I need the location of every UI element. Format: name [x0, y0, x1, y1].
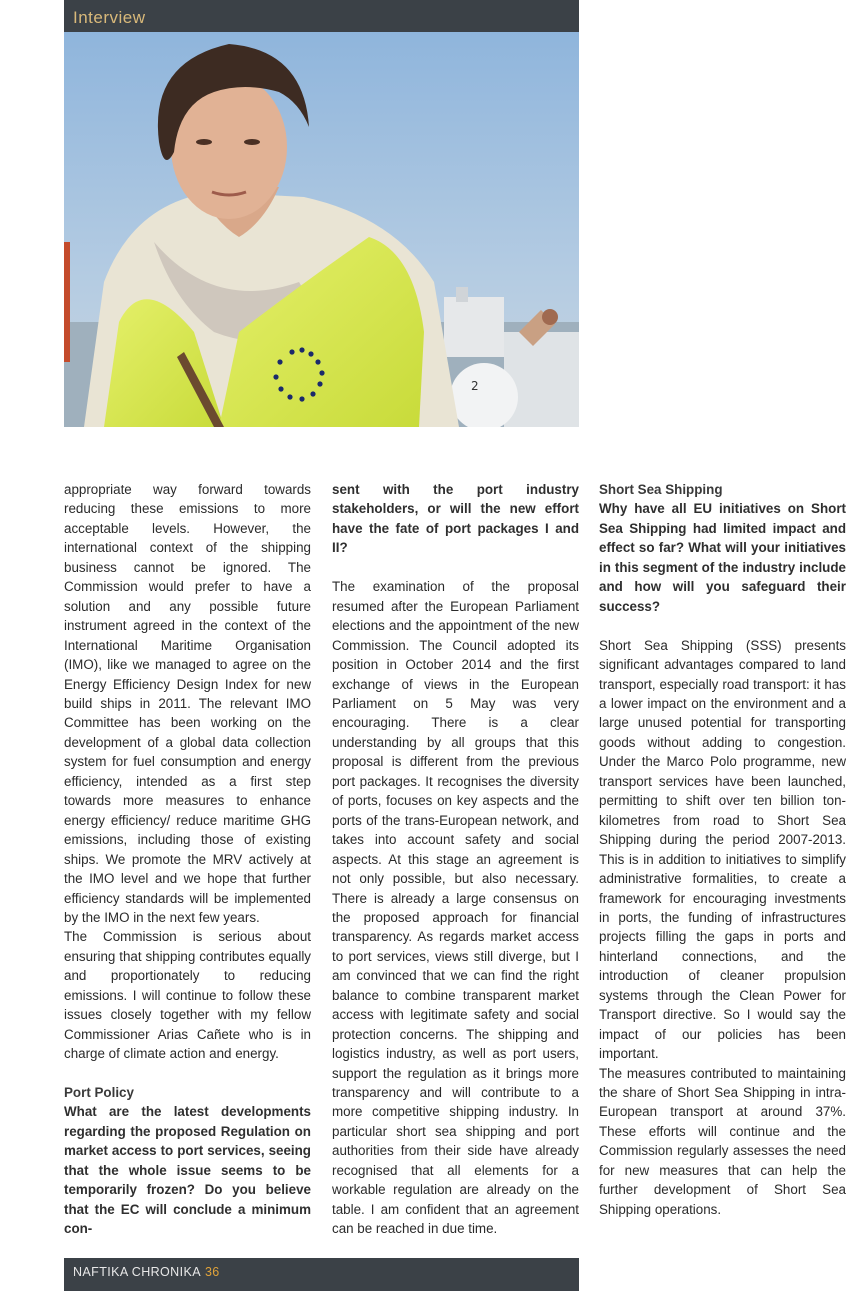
interview-question: Why have all EU initiatives on Short Sea Shipping had limited impact and effect so far? What will your initiatives in this segment of the industry include and how will you safeguard their success? [599, 501, 846, 614]
subheading-short-sea-shipping: Short Sea Shipping [599, 482, 723, 497]
section-label: Interview [73, 8, 146, 27]
article-column-3 [599, 480, 846, 1219]
svg-text:2: 2 [471, 379, 479, 393]
footer-bar [64, 1258, 579, 1291]
interview-question: What are the latest developments regarding the proposed Regulation on market access to port services, seeing that the whole issue seems to be temporarily frozen? Do you believe that the EC will conclude a minimum con- [64, 1104, 311, 1237]
paragraph: The measures contributed to maintaining the share of Short Sea Shipping in intra-European transport at around 37%. These efforts will continue and the Commission regularly assesses the need for new measures that can help the further development of Short Sea Shipping operations. [599, 1065, 846, 1217]
article-column-2 [332, 480, 579, 1239]
page-number: 36 [204, 1265, 220, 1279]
photo-illustration [64, 32, 579, 427]
footer-publication [73, 1265, 220, 1279]
paragraph: The Commission is serious about ensuring that shipping contributes equally and proportionately to reducing emissions. I will continue to follow these issues closely together with my fellow Commissioner Arias Cañete who is in charge of climate action and energy. [64, 929, 311, 1062]
paragraph: The examination of the proposal resumed after the European Parliament elections and the appointment of the new Commission. The Council adopted its position in October 2014 and the first exchange of views in the European Parliament on 5 May was very encouraging. There is a clear understanding by all groups that this proposal is different from the previous port packages. It recognises the diversity of ports, focuses on key aspects and the ports of the trans-European network, and takes into account safety and social aspects. At this stage an agreement is not only possible, but also necessary. There is already a large consensus on the proposed approach for financial transparency. As regards market access to port services, views still diverge, but I am convinced that we can find the right balance to combine transparent market access with legitimate safety and social protection concerns. The shipping and logistics industry, as well as port users, support the regulation as it brings more transparency and will contribute to a more competitive shipping industry. In particular short sea shipping and port authorities from their side have already recognised that all elements for a workable regulation are already on the table. I am confident that an agreement can be reached in due time. [332, 579, 579, 1237]
header-bar [64, 0, 579, 32]
interview-question: sent with the port industry stakeholders, or will the new effort have the fate of port packages I and II? [332, 482, 579, 556]
paragraph: appropriate way forward towards reducing these emissions to more acceptable levels. However, the international context of the shipping business cannot be ignored. The Commission would prefer to have a solution and any possible future instrument agreed in the context of the International Maritime Organisation (IMO), like we managed to agree on the Energy Efficiency Design Index for new build ships in 2011. The relevant IMO Committee has been working on the development of a global data collection system for fuel consumption and energy efficiency, intended as a first step towards more measures to enhance energy efficiency/ reduce maritime GHG emissions, including those of existing ships. We promote the MRV actively at the IMO level and we hope that further efficiency standards will be implemented by the IMO in the next few years. [64, 482, 311, 925]
paragraph: Short Sea Shipping (SSS) presents significant advantages compared to land transport, especially road transport: it has a lower impact on the environment and a large unused potential for transporting goods without adding to congestion. Under the Marco Polo programme, new transport services have been launched, permitting to shift over ten billion ton-kilometres from road to Short Sea Shipping during the period 2007-2013. This is in addition to initiatives to simplify administrative formalities, to create a framework for encouraging investments in ports, the funding of infrastructures projects filling the gaps in ports and hinterland connections, and the introduction of cleaner propulsion systems through the Clean Power for Transport directive. So I would say the impact of our policies has been important. [599, 637, 846, 1062]
subheading-port-policy: Port Policy [64, 1085, 134, 1101]
portrait-photo [64, 32, 579, 427]
publication-name: NAFTIKA CHRONIKA [73, 1265, 201, 1279]
article-column-1 [64, 480, 311, 1239]
